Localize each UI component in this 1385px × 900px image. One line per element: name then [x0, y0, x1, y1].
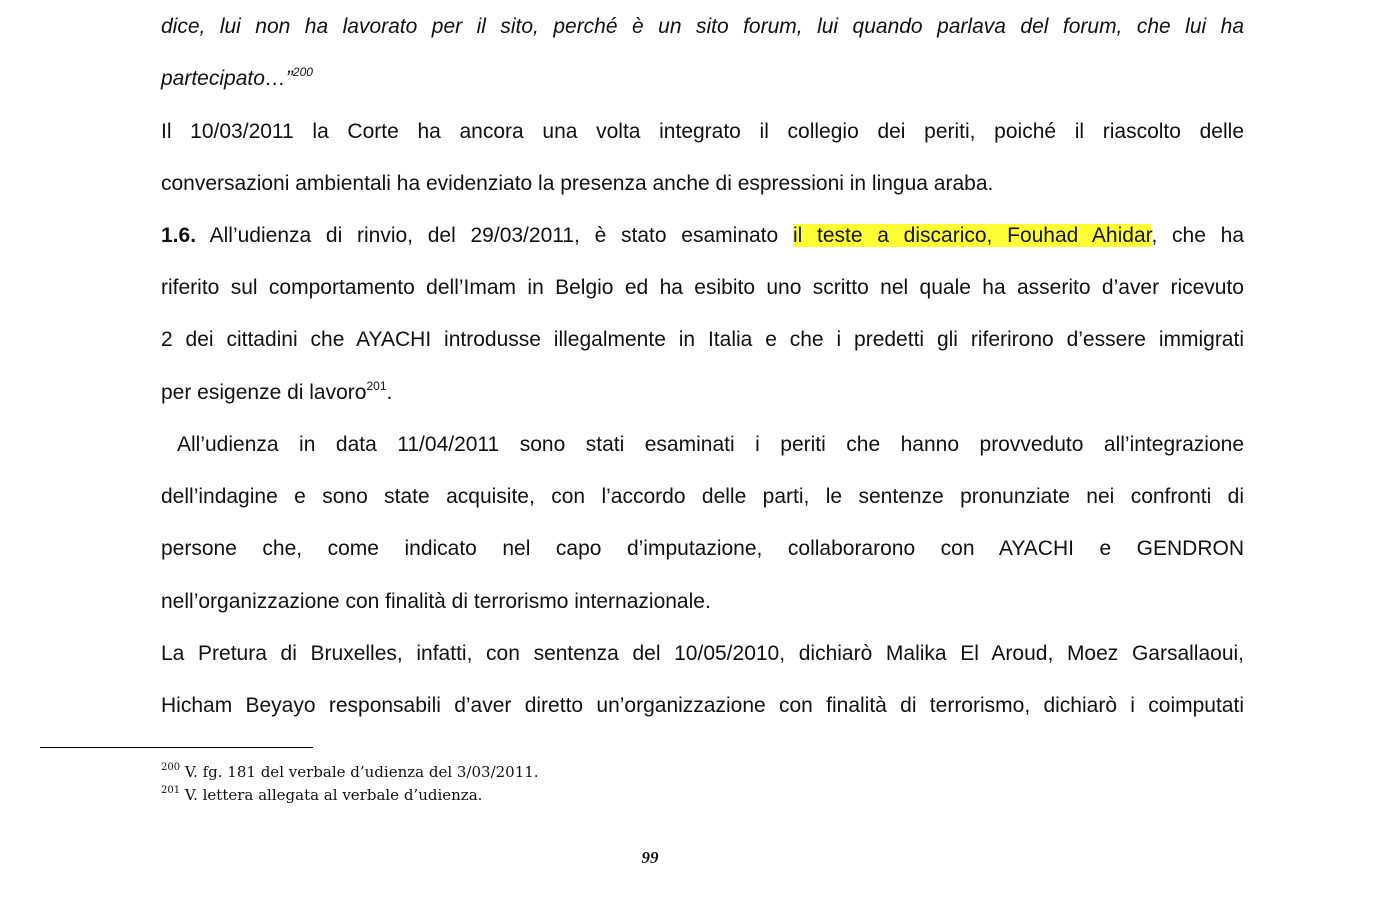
quote-end-text: partecipato…” [161, 67, 293, 90]
highlighted-text: il teste a discarico, Fouhad Ahidar [792, 224, 1152, 247]
body-line-7: 2 dei cittadini che AYACHI introdusse illegalmente in Italia e che i predetti gli riferirono d’essere immigrati [161, 328, 1244, 351]
line-8-period: . [386, 381, 393, 404]
body-line-9: All’udienza in data 11/04/2011 sono stati esaminati i periti che hanno provveduto all’integrazione [177, 433, 1244, 456]
body-line-11: persone che, come indicato nel capo d’imputazione, collaborarono con AYACHI e GENDRON [161, 537, 1244, 560]
footnote-ref-201[interactable]: 201 [366, 379, 387, 393]
footnote-201 [161, 785, 482, 805]
footnote-separator [40, 747, 313, 748]
body-line-6: riferito sul comportamento dell’Imam in Belgio ed ha esibito uno scritto nel quale ha asserito d’aver ricevuto [161, 276, 1244, 299]
page-number: 99 [641, 848, 659, 867]
footnote-200 [161, 762, 539, 782]
footnote-ref-200[interactable]: 200 [292, 65, 313, 79]
footnote-text: V. fg. 181 del verbale d’udienza del 3/03/2011. [184, 763, 539, 781]
body-line-13: La Pretura di Bruxelles, infatti, con sentenza del 10/05/2010, dichiarò Malika El Aroud, Moez Garsallaoui, [161, 642, 1244, 665]
body-line-1: dice, lui non ha lavorato per il sito, perché è un sito forum, lui quando parlava del forum, che lui ha [161, 15, 1244, 38]
body-line-5 [161, 223, 1244, 249]
section-number: 1.6. [161, 224, 197, 247]
footnote-number: 201 [161, 785, 181, 796]
body-line-12: nell’organizzazione con finalità di terrorismo internazionale. [161, 590, 711, 613]
body-line-3: Il 10/03/2011 la Corte ha ancora una volta integrato il collegio dei periti, poiché il riascolto delle [161, 120, 1244, 143]
footnote-number: 200 [161, 762, 181, 773]
line-8-text: per esigenze di lavoro [161, 381, 367, 404]
body-line-8 [161, 380, 1244, 406]
body-line-14: Hicham Beyayo responsabili d’aver diretto un’organizzazione con finalità di terrorismo, dichiarò i coimputati [161, 694, 1244, 717]
text-before-highlight: All’udienza di rinvio, del 29/03/2011, è stato esaminato [196, 224, 793, 247]
footnote-text: V. lettera allegata al verbale d’udienza. [184, 786, 483, 804]
body-line-2 [161, 66, 1244, 92]
body-line-4: conversazioni ambientali ha evidenziato la presenza anche di espressioni in lingua araba. [161, 172, 994, 195]
body-line-10: dell’indagine e sono state acquisite, con l’accordo delle parti, le sentenze pronunziate nei confronti di [161, 485, 1244, 508]
text-after-highlight: , che ha [1151, 224, 1244, 247]
